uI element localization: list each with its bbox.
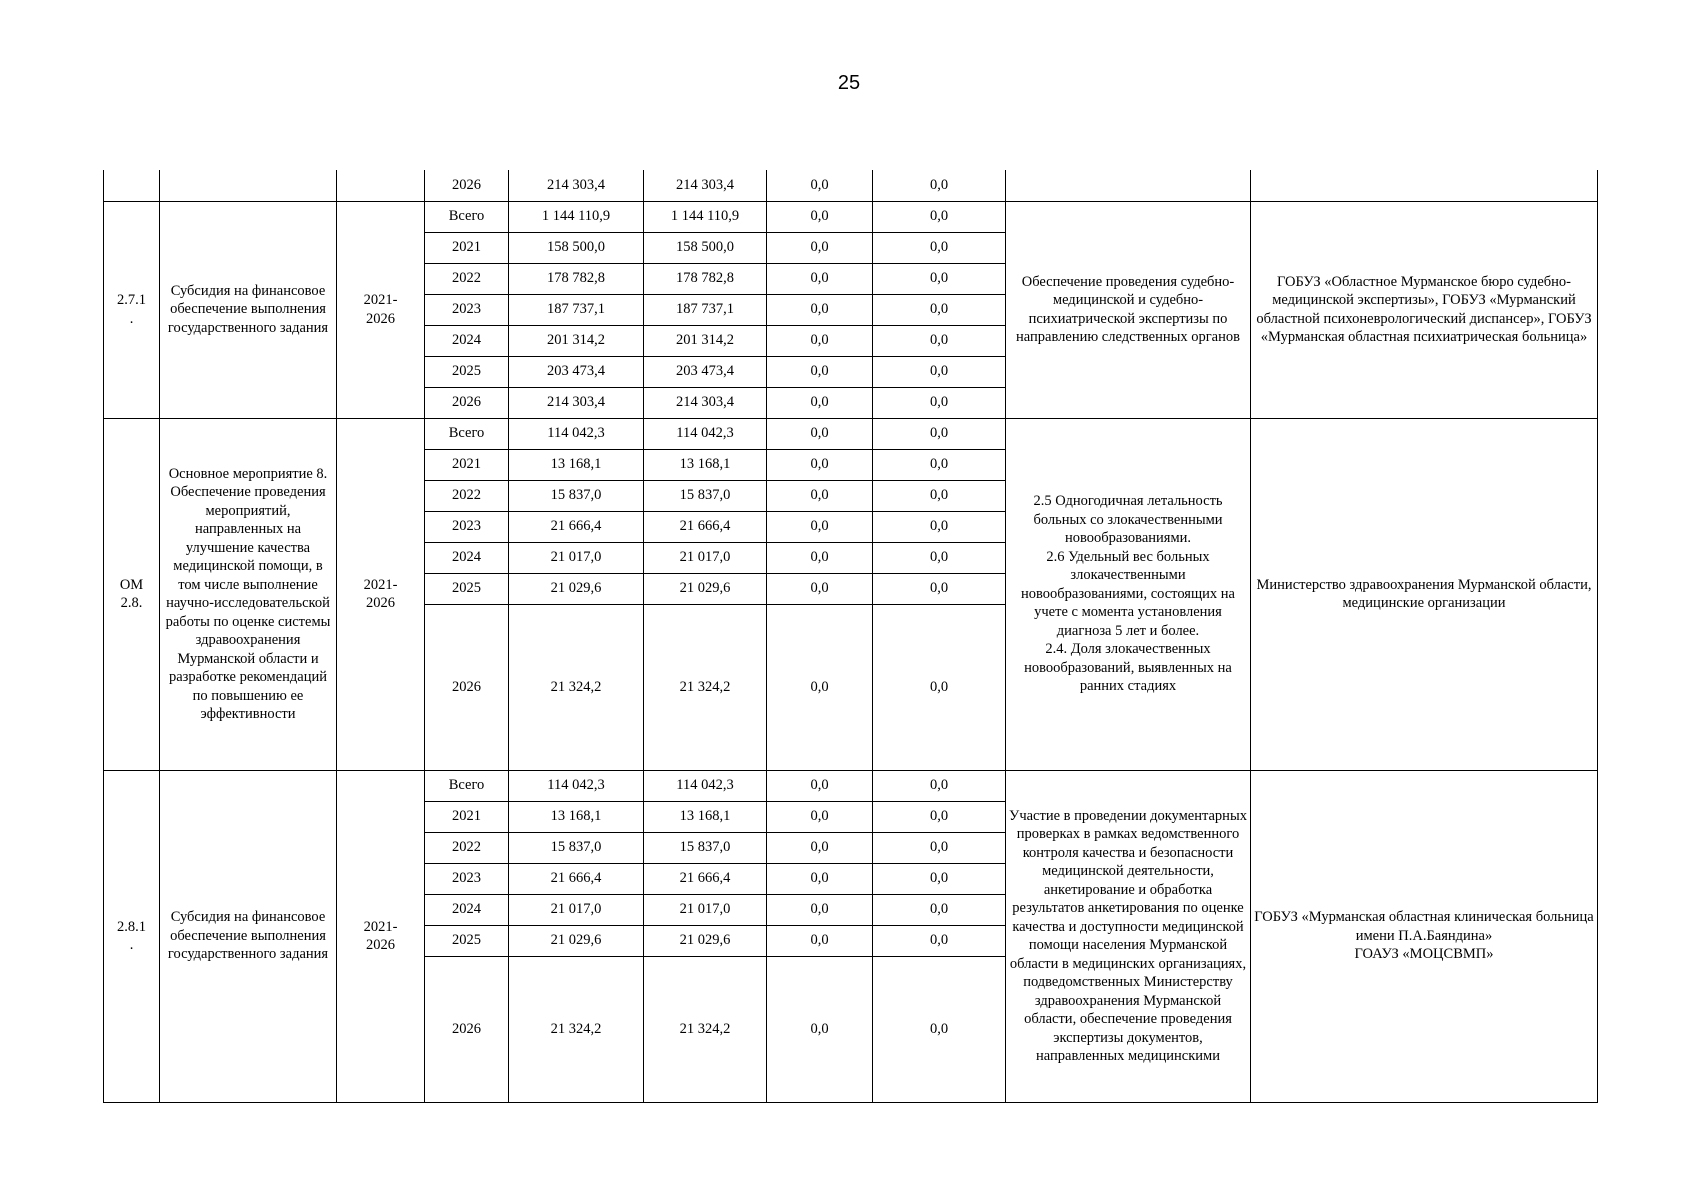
total-cell: 214 303,4	[509, 170, 644, 201]
federal-budget-cell: 0,0	[767, 863, 873, 894]
other-sources-cell: 0,0	[873, 832, 1006, 863]
indicators-cell: Обеспечение проведения судебно-медицинской и судебно-психиатрической экспертизы по направлению следственных органов	[1006, 201, 1251, 418]
other-sources-cell: 0,0	[873, 418, 1006, 449]
regional-budget-cell: 21 029,6	[644, 573, 767, 604]
total-cell: 13 168,1	[509, 801, 644, 832]
year-cell: 2025	[425, 573, 509, 604]
federal-budget-cell: 0,0	[767, 387, 873, 418]
indicators-cell: Участие в проведении документарных проверках в рамках ведомственного контроля качества и безопасности медицинской деятельности, анкетирование и обработка результатов анкетирования по оценке качества и доступности медицинской помощи населения Мурманской области в медицинских организациях, подведомственных Министерству здравоохранения Мурманской области, обеспечение проведения экспертизы документов, направленных медицинскими	[1006, 770, 1251, 1102]
other-sources-cell: 0,0	[873, 480, 1006, 511]
year-cell: 2023	[425, 863, 509, 894]
regional-budget-cell: 201 314,2	[644, 325, 767, 356]
other-sources-cell: 0,0	[873, 863, 1006, 894]
year-cell: 2026	[425, 604, 509, 770]
other-sources-cell: 0,0	[873, 325, 1006, 356]
federal-budget-cell: 0,0	[767, 573, 873, 604]
federal-budget-cell: 0,0	[767, 356, 873, 387]
period-cell: 2021- 2026	[337, 770, 425, 1102]
other-sources-cell: 0,0	[873, 573, 1006, 604]
executor-cell	[1251, 170, 1598, 201]
other-sources-cell: 0,0	[873, 542, 1006, 573]
other-sources-cell: 0,0	[873, 925, 1006, 956]
year-cell: 2024	[425, 542, 509, 573]
year-cell: 2026	[425, 170, 509, 201]
year-cell: 2021	[425, 232, 509, 263]
year-cell: Всего	[425, 201, 509, 232]
year-cell: Всего	[425, 770, 509, 801]
table-row	[104, 770, 1598, 801]
total-cell: 21 666,4	[509, 863, 644, 894]
federal-budget-cell: 0,0	[767, 232, 873, 263]
total-cell: 158 500,0	[509, 232, 644, 263]
total-cell: 15 837,0	[509, 832, 644, 863]
regional-budget-cell: 21 017,0	[644, 894, 767, 925]
year-cell: 2022	[425, 832, 509, 863]
federal-budget-cell: 0,0	[767, 832, 873, 863]
code-cell: 2.7.1 .	[104, 201, 160, 418]
regional-budget-cell: 15 837,0	[644, 832, 767, 863]
federal-budget-cell: 0,0	[767, 925, 873, 956]
regional-budget-cell: 178 782,8	[644, 263, 767, 294]
other-sources-cell: 0,0	[873, 449, 1006, 480]
other-sources-cell: 0,0	[873, 387, 1006, 418]
federal-budget-cell: 0,0	[767, 956, 873, 1102]
regional-budget-cell: 21 666,4	[644, 863, 767, 894]
federal-budget-cell: 0,0	[767, 418, 873, 449]
name-cell	[160, 170, 337, 201]
year-cell: 2024	[425, 894, 509, 925]
other-sources-cell: 0,0	[873, 294, 1006, 325]
other-sources-cell: 0,0	[873, 604, 1006, 770]
total-cell: 214 303,4	[509, 387, 644, 418]
total-cell: 203 473,4	[509, 356, 644, 387]
year-cell: 2023	[425, 511, 509, 542]
federal-budget-cell: 0,0	[767, 542, 873, 573]
year-cell: 2022	[425, 263, 509, 294]
total-cell: 21 029,6	[509, 925, 644, 956]
federal-budget-cell: 0,0	[767, 894, 873, 925]
federal-budget-cell: 0,0	[767, 801, 873, 832]
name-cell: Субсидия на финансовое обеспечение выполнения государственного задания	[160, 770, 337, 1102]
year-cell: 2026	[425, 956, 509, 1102]
regional-budget-cell: 21 017,0	[644, 542, 767, 573]
other-sources-cell: 0,0	[873, 801, 1006, 832]
year-cell: Всего	[425, 418, 509, 449]
table-row	[104, 201, 1598, 232]
total-cell: 21 029,6	[509, 573, 644, 604]
regional-budget-cell: 114 042,3	[644, 418, 767, 449]
year-cell: 2025	[425, 925, 509, 956]
regional-budget-cell: 214 303,4	[644, 170, 767, 201]
period-cell: 2021- 2026	[337, 418, 425, 770]
total-cell: 114 042,3	[509, 418, 644, 449]
year-cell: 2024	[425, 325, 509, 356]
year-cell: 2021	[425, 449, 509, 480]
table-row	[104, 418, 1598, 449]
federal-budget-cell: 0,0	[767, 201, 873, 232]
total-cell: 114 042,3	[509, 770, 644, 801]
total-cell: 21 666,4	[509, 511, 644, 542]
other-sources-cell: 0,0	[873, 356, 1006, 387]
name-cell: Субсидия на финансовое обеспечение выполнения государственного задания	[160, 201, 337, 418]
federal-budget-cell: 0,0	[767, 294, 873, 325]
total-cell: 178 782,8	[509, 263, 644, 294]
regional-budget-cell: 214 303,4	[644, 387, 767, 418]
other-sources-cell: 0,0	[873, 511, 1006, 542]
total-cell: 1 144 110,9	[509, 201, 644, 232]
other-sources-cell: 0,0	[873, 170, 1006, 201]
regional-budget-cell: 15 837,0	[644, 480, 767, 511]
regional-budget-cell: 114 042,3	[644, 770, 767, 801]
name-cell: Основное мероприятие 8. Обеспечение проведения мероприятий, направленных на улучшение качества медицинской помощи, в том числе выполнение научно-исследовательской работы по оценке системы здравоохранения Мурманской области и разработке рекомендаций по повышению ее эффективности	[160, 418, 337, 770]
regional-budget-cell: 21 324,2	[644, 956, 767, 1102]
regional-budget-cell: 203 473,4	[644, 356, 767, 387]
total-cell: 21 324,2	[509, 956, 644, 1102]
executor-cell: ГОБУЗ «Областное Мурманское бюро судебно-медицинской экспертизы», ГОБУЗ «Мурманский областной психоневрологический диспансер», ГОБУЗ «Мурманская областная психиатрическая больница»	[1251, 201, 1598, 418]
federal-budget-cell: 0,0	[767, 770, 873, 801]
regional-budget-cell: 1 144 110,9	[644, 201, 767, 232]
federal-budget-cell: 0,0	[767, 325, 873, 356]
federal-budget-cell: 0,0	[767, 604, 873, 770]
total-cell: 21 324,2	[509, 604, 644, 770]
other-sources-cell: 0,0	[873, 263, 1006, 294]
total-cell: 187 737,1	[509, 294, 644, 325]
indicators-cell: 2.5 Одногодичная летальность больных со злокачественными новообразованиями. 2.6 Удельный вес больных злокачественными новообразованиями, состоящих на учете с момента установления диагноза 5 лет и более. 2.4. Доля злокачественных новообразований, выявленных на ранних стадиях	[1006, 418, 1251, 770]
total-cell: 21 017,0	[509, 542, 644, 573]
total-cell: 15 837,0	[509, 480, 644, 511]
executor-cell: Министерство здравоохранения Мурманской области, медицинские организации	[1251, 418, 1598, 770]
other-sources-cell: 0,0	[873, 894, 1006, 925]
federal-budget-cell: 0,0	[767, 511, 873, 542]
regional-budget-cell: 13 168,1	[644, 449, 767, 480]
total-cell: 13 168,1	[509, 449, 644, 480]
period-cell	[337, 170, 425, 201]
other-sources-cell: 0,0	[873, 232, 1006, 263]
page-number: 25	[837, 72, 861, 94]
year-cell: 2022	[425, 480, 509, 511]
other-sources-cell: 0,0	[873, 956, 1006, 1102]
year-cell: 2023	[425, 294, 509, 325]
federal-budget-cell: 0,0	[767, 170, 873, 201]
code-cell	[104, 170, 160, 201]
regional-budget-cell: 21 029,6	[644, 925, 767, 956]
period-cell: 2021- 2026	[337, 201, 425, 418]
year-cell: 2026	[425, 387, 509, 418]
federal-budget-cell: 0,0	[767, 263, 873, 294]
code-cell: ОМ 2.8.	[104, 418, 160, 770]
year-cell: 2025	[425, 356, 509, 387]
regional-budget-cell: 158 500,0	[644, 232, 767, 263]
indicators-cell	[1006, 170, 1251, 201]
regional-budget-cell: 187 737,1	[644, 294, 767, 325]
year-cell: 2021	[425, 801, 509, 832]
table-row	[104, 170, 1598, 201]
executor-cell: ГОБУЗ «Мурманская областная клиническая больница имени П.А.Баяндина» ГОАУЗ «МОЦСВМП»	[1251, 770, 1598, 1102]
other-sources-cell: 0,0	[873, 770, 1006, 801]
other-sources-cell: 0,0	[873, 201, 1006, 232]
code-cell: 2.8.1 .	[104, 770, 160, 1102]
federal-budget-cell: 0,0	[767, 480, 873, 511]
program-table	[103, 170, 1598, 1103]
total-cell: 21 017,0	[509, 894, 644, 925]
federal-budget-cell: 0,0	[767, 449, 873, 480]
total-cell: 201 314,2	[509, 325, 644, 356]
regional-budget-cell: 13 168,1	[644, 801, 767, 832]
regional-budget-cell: 21 666,4	[644, 511, 767, 542]
regional-budget-cell: 21 324,2	[644, 604, 767, 770]
